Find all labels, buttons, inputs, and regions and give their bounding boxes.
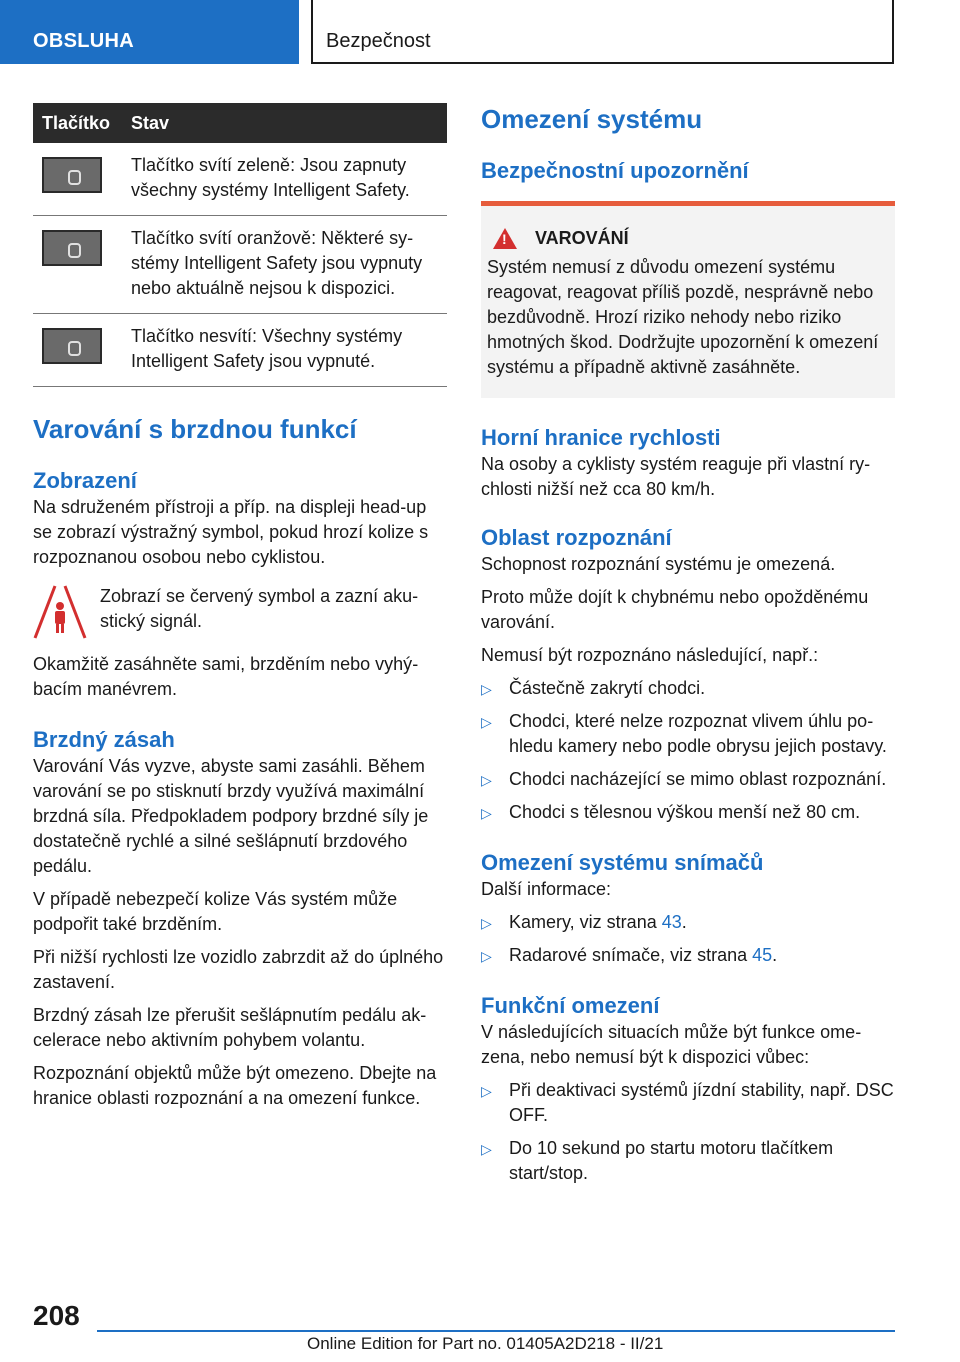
- heading-display: Zobrazení: [33, 468, 137, 493]
- paragraph: Okamžitě zasáhněte sami, brzděním nebo vyhýbacím manévrem.: [33, 654, 419, 699]
- paragraph: Další informace:: [481, 879, 612, 899]
- list-item: ▷ Chodci s tělesnou výškou menší než 80 cm.: [481, 800, 895, 825]
- symbol-note: [33, 584, 447, 640]
- sensor-list: [481, 910, 895, 968]
- table-header-button: Tlačítko: [33, 103, 131, 143]
- footer-edition: Online Edition for Part no. 01405A2D218 - II/21: [307, 1334, 664, 1353]
- list-item: ▷ Do 10 sekund po startu motoru tlačítkem start/stop.: [481, 1136, 895, 1186]
- paragraph: V následujících situacích může být funkce omezena, nebo nemusí být k dispozici vůbec:: [481, 1022, 862, 1067]
- paragraph: Varování Vás vyzve, abyste sami zasáhli. Během varování se po stisknutí brzdy využívá maximální brzdná síla. Předpokladem podpory brzdné síly je dostatečně rychlé a silné sešlápnutí brzdového pedálu.: [33, 756, 429, 876]
- warning-triangle-icon: [493, 228, 517, 249]
- table-cell-state: Tlačítko svítí oranžově: Některé systémy Intelligent Safety jsou vypnuty nebo aktuálně nejsou k dispozici.: [131, 216, 447, 314]
- lane-button-icon: [42, 157, 102, 193]
- warning-title: [487, 228, 889, 249]
- page-number: 208: [33, 1300, 80, 1331]
- heading-system-limits: Omezení systému: [481, 104, 703, 134]
- paragraph: Brzdný zásah lze přerušit sešlápnutím pedálu akcelerace nebo aktivním pohybem volantu.: [33, 1005, 427, 1050]
- table-row: [33, 314, 447, 387]
- heading-speed-limit: Horní hranice rychlosti: [481, 425, 721, 450]
- list-item: ▷ Při deaktivaci systémů jízdní stability, např. DSC OFF.: [481, 1078, 895, 1128]
- paragraph: Rozpoznání objektů může být omezeno. Dbejte na hranice oblasti rozpoznání a na omezení funkce.: [33, 1063, 437, 1108]
- heading-brake-warning: Varování s brzdnou funkcí: [33, 414, 357, 444]
- paragraph: Na sdruženém přístroji a příp. na displeji head-up se zobrazí výstražný symbol, pokud hrozí kolize s rozpoznanou osobou nebo cyklistou.: [33, 497, 429, 567]
- paragraph: Zobrazí se červený symbol a zazní akustický signál.: [100, 586, 419, 631]
- table-cell-state: Tlačítko nesvítí: Všechny systémy Intelligent Safety jsou vypnuté.: [131, 314, 447, 387]
- paragraph: Nemusí být rozpoznáno následující, např.:: [481, 645, 819, 665]
- lane-button-icon: [42, 230, 102, 266]
- section-header: [311, 0, 894, 64]
- footer-divider: [97, 1330, 895, 1332]
- paragraph: Při nižší rychlosti lze vozidlo zabrzdit až do úplného zastavení.: [33, 947, 444, 992]
- paragraph: Schopnost rozpoznání systému je omezená.: [481, 554, 836, 574]
- warning-label: VAROVÁNÍ: [535, 228, 629, 248]
- page-link[interactable]: 43: [661, 912, 682, 932]
- table-row: [33, 216, 447, 314]
- button-state-table: [33, 103, 447, 387]
- pedestrian-warning-icon: [33, 584, 87, 640]
- heading-sensor-limits: Omezení systému snímačů: [481, 850, 764, 875]
- table-header-state: Stav: [131, 103, 447, 143]
- function-list: [481, 1078, 895, 1186]
- list-item: ▷ Kamery, viz strana 43.: [481, 910, 895, 935]
- section-title: Bezpečnost: [326, 30, 431, 52]
- paragraph: V případě nebezpečí kolize Vás systém může podpořit také brzděním.: [33, 889, 398, 934]
- warning-box: [481, 201, 895, 398]
- list-item: ▷ Chodci nacházející se mimo oblast rozpoznání.: [481, 767, 895, 792]
- table-cell-state: Tlačítko svítí zeleně: Jsou zapnuty všechny systémy Intelligent Safety.: [131, 143, 447, 216]
- lane-button-icon: [42, 328, 102, 364]
- paragraph: Proto může dojít k chybnému nebo opožděnému varování.: [481, 587, 869, 632]
- right-column: [481, 103, 895, 1186]
- heading-function-limits: Funkční omezení: [481, 993, 660, 1018]
- left-column: [33, 103, 447, 1111]
- heading-safety-notes: Bezpečnostní upozornění: [481, 158, 749, 183]
- warning-text: Systém nemusí z důvodu omezení systému reagovat, reagovat příliš pozdě, nesprávně nebo bezdůvodně. Hrozí riziko nehody nebo riziko hmotných škod. Dodržujte upozornění k omezení systému a případně aktivně zasáhněte.: [487, 257, 879, 377]
- list-item: ▷ Chodci, které nelze rozpoznat vlivem úhlu pohledu kamery nebo podle obrysu jejich postavy.: [481, 709, 895, 759]
- chapter-tab: [0, 0, 299, 64]
- list-item: ▷ Částečně zakrytí chodci.: [481, 676, 895, 701]
- detection-list: [481, 676, 895, 825]
- paragraph: Na osoby a cyklisty systém reaguje při vlastní rychlosti nižší než cca 80 km/h.: [481, 454, 871, 499]
- heading-brake-intervention: Brzdný zásah: [33, 727, 175, 752]
- list-item: ▷ Radarové snímače, viz strana 45.: [481, 943, 895, 968]
- heading-detection-area: Oblast rozpoznání: [481, 525, 672, 550]
- page-link[interactable]: 45: [752, 945, 773, 965]
- table-row: [33, 143, 447, 216]
- chapter-title: OBSLUHA: [33, 30, 134, 52]
